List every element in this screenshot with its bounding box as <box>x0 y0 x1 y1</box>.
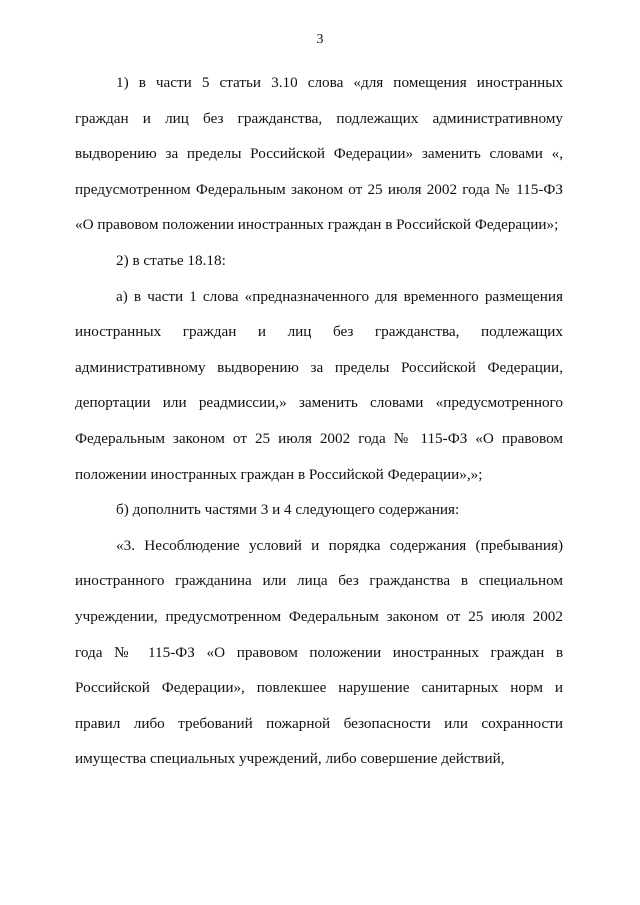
paragraph-subitem-a-part-1: а) в части 1 слова «предназначенного для временного размещения иностранных граждан и лиц без гражданства, подлежащих административному выдворению за пределы Российской Федерации, депортации или реадмиссии,» заменить словами «предусмотренного Федеральным законом от 25 июля 2002 года № 115-ФЗ «О правовом положении иностранных граждан в Российской Федерации»,»; <box>75 287 563 483</box>
page-number: 3 <box>316 32 324 47</box>
paragraph-new-part-3: «3. Несоблюдение условий и порядка содержания (пребывания) иностранного гражданина или лица без гражданства в специальном учреждении, предусмотренном Федеральным законом от 25 июля 2002 года № 115-ФЗ «О правовом положении иностранных граждан в Российской Федерации», повлекшее нарушение санитарных норм и правил либо требований пожарной безопасности или сохранности имущества специальных учреждений, либо совершение действий, <box>75 536 563 768</box>
document-body <box>75 65 563 777</box>
paragraph-item-2-article-18-18: 2) в статье 18.18: <box>116 251 226 269</box>
paragraph-item-1-part-5-article-3-10: 1) в части 5 статьи 3.10 слова «для помещения иностранных граждан и лиц без гражданства, подлежащих административному выдворению за пределы Российской Федерации» заменить словами «, предусмотренном Федеральным законом от 25 июля 2002 года № 115-ФЗ «О правовом положении иностранных граждан в Российской Федерации»; <box>75 74 563 234</box>
paragraph-subitem-b-add-parts: б) дополнить частями 3 и 4 следующего содержания: <box>116 501 460 519</box>
